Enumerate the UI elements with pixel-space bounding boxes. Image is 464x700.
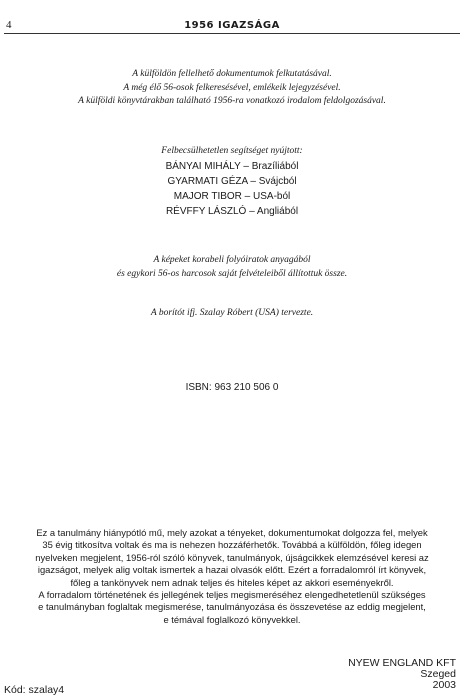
isbn: ISBN: 963 210 506 0 xyxy=(185,382,279,393)
photo-credit-line: A képeket korabeli folyóiratok anyagából xyxy=(153,255,311,265)
publisher-year: 2003 xyxy=(432,679,456,691)
intro-section xyxy=(0,68,464,109)
intro-line: A külföldi könyvtárakban található 1956-ra vonatkozó irodalom feldolgozásával. xyxy=(78,96,386,106)
abstract-line: e témával foglalkozó könyvekkel. xyxy=(163,613,301,625)
abstract-line: nyelveken megjelent, 1956-ról szóló könyvek, tanulmányok, újságcikkek elemzésével keresi az xyxy=(35,551,429,563)
cover-credit: A borítót ifj. Szalay Róbert (USA) tervezte. xyxy=(150,308,314,318)
running-header: 1956 IGAZSÁGA xyxy=(184,20,280,31)
publisher-city: Szeged xyxy=(420,668,456,680)
thanks-section xyxy=(0,145,464,219)
header-rule xyxy=(4,33,460,34)
intro-line: A még élő 56-osok felkeresésével, emlékeik lejegyzésével. xyxy=(123,82,341,93)
thanks-name: GYARMATI GÉZA – Svájcból xyxy=(167,175,297,187)
publisher-name: NYEW ENGLAND KFT xyxy=(348,657,456,669)
abstract-line: 35 évig titkosítva voltak és ma is nehezen hozzáférhetők. Továbbá a külföldön, főleg idegen xyxy=(42,539,422,551)
thanks-heading: Felbecsülhetetlen segítséget nyújtott: xyxy=(161,146,303,156)
photo-credit xyxy=(0,254,464,281)
abstract-line: A forradalom történetének és jellegének teljes megismeréséhez elengedhetetlenül szükséges xyxy=(38,589,426,601)
intro-line: A külföldön fellelhető dokumentumok felkutatásával. xyxy=(132,69,332,79)
abstract xyxy=(14,527,450,626)
photo-credit-line: és egykori 56-os harcosok saját felvételeiből állítottuk össze. xyxy=(116,268,348,279)
abstract-line: e tanulmányban foglaltak megismerése, tanulmányozása és összevetése az eddig megjelent, xyxy=(38,601,426,613)
publisher-imprint xyxy=(348,658,456,691)
thanks-name: RÉVFFY LÁSZLÓ – Angliából xyxy=(165,205,299,217)
document-code: Kód: szalay4 xyxy=(4,684,65,696)
thanks-name: BÁNYAI MIHÁLY – Brazíliából xyxy=(165,160,299,172)
abstract-line: Ez a tanulmány hiánypótló mű, mely azokat a tényeket, dokumentumokat dolgozza fel, melyek xyxy=(36,527,428,538)
page-number: 4 xyxy=(6,19,12,31)
abstract-line: igazságot, melyek alig voltak ismertek a hazai olvasók előtt. Ezért a forradalomról írt könyvek, xyxy=(37,564,427,576)
abstract-line: főleg a tankönyvek nem adnak teljes és hiteles képet az akkori eseményekről. xyxy=(70,576,394,588)
thanks-name: MAJOR TIBOR – USA-ból xyxy=(173,190,291,202)
